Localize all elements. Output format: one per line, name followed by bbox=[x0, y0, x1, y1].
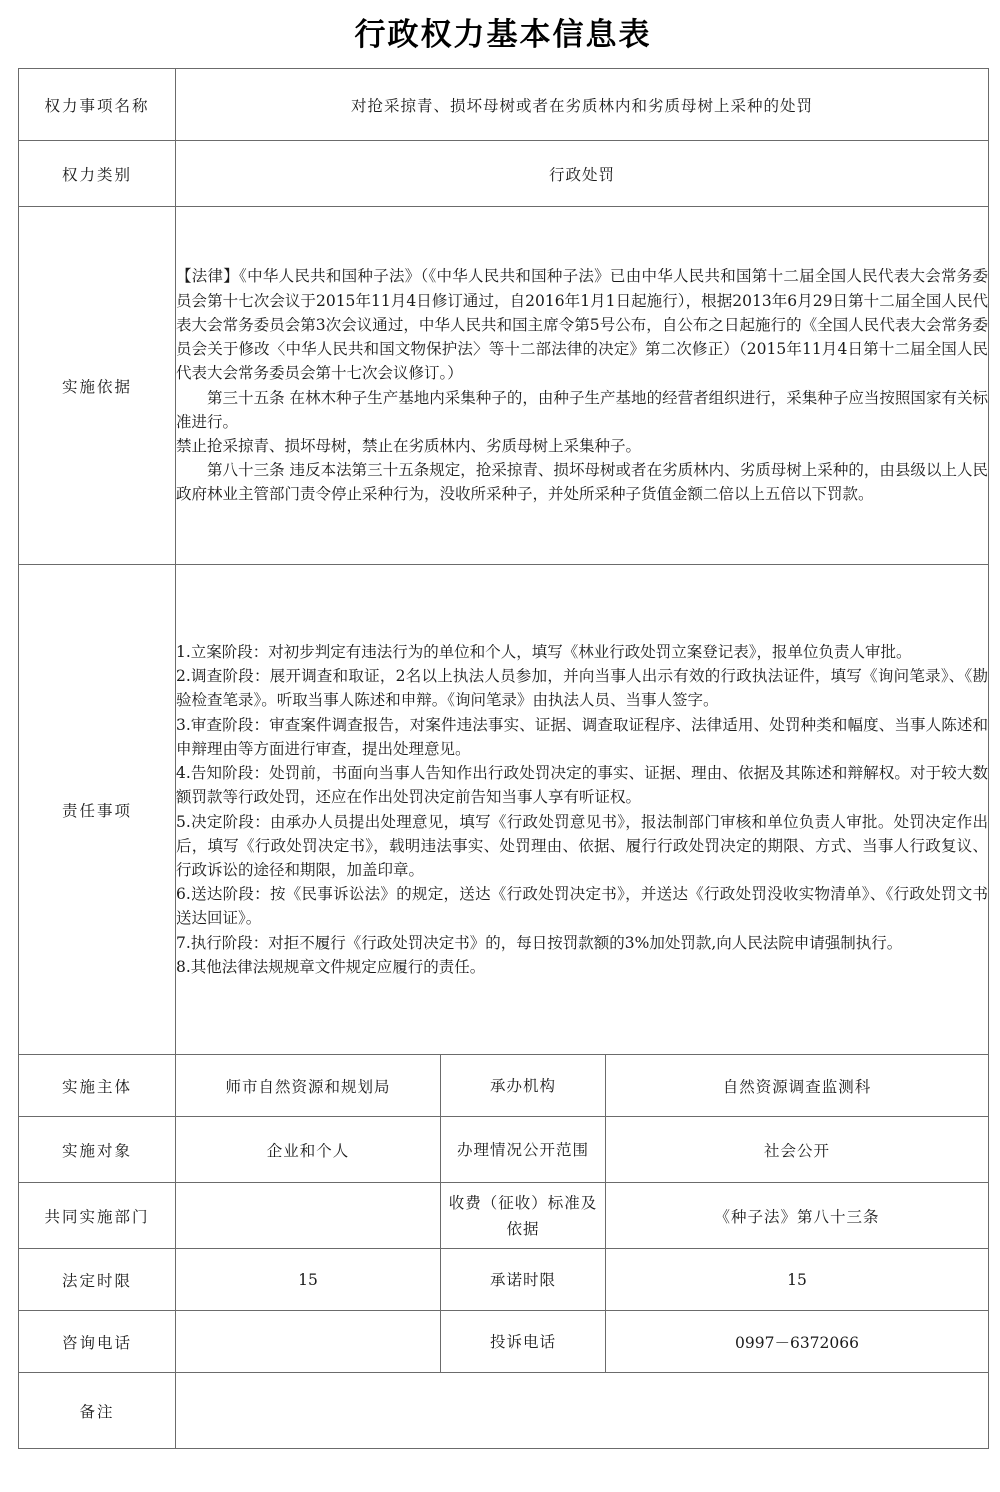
row-value-power-type: 行政处罚 bbox=[176, 141, 989, 207]
row-value-joint-department bbox=[176, 1183, 441, 1249]
row-label-legal-basis: 实施依据 bbox=[19, 207, 176, 565]
legal-basis-paragraph: 【法律】《中华人民共和国种子法》（《中华人民共和国种子法》已由中华人民共和国第十二届全国人民代表大会常务委员会第十七次会议于2015年11月4日修订通过，自2016年1月1日起施行），根据2013年6月29日第十二届全国人民代表大会常务委员会第3次会议通过，中华人民共和国主席令第5号公布，自公布之日起施行的《全国人民代表大会常务委员会关于修改〈中华人民共和国文物保护法〉等十二部法律的决定》第二次修正）（2015年11月4日第十二届全国人民代表大会常务委员会第十七次会议修订。） bbox=[176, 267, 989, 383]
administrative-power-info-table bbox=[18, 68, 989, 1449]
row-value-legal-basis bbox=[176, 207, 989, 565]
duty-item: 1.立案阶段：对初步判定有违法行为的单位和个人，填写《林业行政处罚立案登记表》，报单位负责人审批。 bbox=[176, 643, 912, 662]
row-label-consult-phone: 咨询电话 bbox=[19, 1311, 176, 1373]
row-value-subject: 师市自然资源和规划局 bbox=[176, 1055, 441, 1117]
table-row-subject bbox=[19, 1055, 989, 1117]
row-value-promised-limit: 15 bbox=[606, 1249, 989, 1311]
table-row-item-name bbox=[19, 69, 989, 141]
row-value-handling-org: 自然资源调查监测科 bbox=[606, 1055, 989, 1117]
row-value-fee-standard: 《种子法》第八十三条 bbox=[606, 1183, 989, 1249]
table-row-joint-department bbox=[19, 1183, 989, 1249]
row-label-duties: 责任事项 bbox=[19, 565, 176, 1055]
table-row-power-type bbox=[19, 141, 989, 207]
row-label-item-name: 权力事项名称 bbox=[19, 69, 176, 141]
duty-item: 7.执行阶段：对拒不履行《行政处罚决定书》的，每日按罚款额的3%加处罚款,向人民法院申请强制执行。 bbox=[176, 933, 903, 952]
row-label-complaint-phone: 投诉电话 bbox=[441, 1311, 606, 1373]
table-row-duties bbox=[19, 565, 989, 1055]
row-value-object: 企业和个人 bbox=[176, 1117, 441, 1183]
table-row-time-limit bbox=[19, 1249, 989, 1311]
page-title: 行政权力基本信息表 bbox=[354, 17, 652, 53]
row-label-fee-standard: 收费（征收）标准及依据 bbox=[441, 1183, 606, 1249]
row-label-joint-department: 共同实施部门 bbox=[19, 1183, 176, 1249]
row-label-promised-limit: 承诺时限 bbox=[441, 1249, 606, 1311]
row-label-subject: 实施主体 bbox=[19, 1055, 176, 1117]
legal-basis-paragraph: 第八十三条 违反本法第三十五条规定，抢采掠青、损坏母树或者在劣质林内、劣质母树上采种的，由县级以上人民政府林业主管部门责令停止采种行为，没收所采种子，并处所采种子货值金额二倍以上五倍以下罚款。 bbox=[176, 461, 989, 504]
row-label-handling-org: 承办机构 bbox=[441, 1055, 606, 1117]
row-value-disclosure-scope: 社会公开 bbox=[606, 1117, 989, 1183]
table-row-legal-basis bbox=[19, 207, 989, 565]
row-value-remark bbox=[176, 1373, 989, 1449]
row-value-consult-phone bbox=[176, 1311, 441, 1373]
row-label-disclosure-scope: 办理情况公开范围 bbox=[441, 1117, 606, 1183]
duty-item: 6.送达阶段：按《民事诉讼法》的规定，送达《行政处罚决定书》，并送达《行政处罚没收实物清单》、《行政处罚文书送达回证》。 bbox=[176, 885, 989, 928]
row-label-power-type: 权力类别 bbox=[19, 141, 176, 207]
row-value-item-name: 对抢采掠青、损坏母树或者在劣质林内和劣质母树上采种的处罚 bbox=[176, 69, 989, 141]
duty-item: 8.其他法律法规规章文件规定应履行的责任。 bbox=[176, 957, 486, 976]
row-value-duties bbox=[176, 565, 989, 1055]
row-label-remark: 备注 bbox=[19, 1373, 176, 1449]
duty-item: 2.调查阶段：展开调查和取证，2名以上执法人员参加，并向当事人出示有效的行政执法证件，填写《询问笔录》、《勘验检查笔录》。听取当事人陈述和申辩。《询问笔录》由执法人员、当事人签字。 bbox=[176, 667, 989, 710]
table-row-remark bbox=[19, 1373, 989, 1449]
row-value-statutory-limit: 15 bbox=[176, 1249, 441, 1311]
row-label-object: 实施对象 bbox=[19, 1117, 176, 1183]
row-label-statutory-limit: 法定时限 bbox=[19, 1249, 176, 1311]
duty-item: 4.告知阶段：处罚前，书面向当事人告知作出行政处罚决定的事实、证据、理由、依据及其陈述和辩解权。对于较大数额罚款等行政处罚，还应在作出处罚决定前告知当事人享有听证权。 bbox=[176, 764, 989, 807]
duty-item: 5.决定阶段：由承办人员提出处理意见，填写《行政处罚意见书》，报法制部门审核和单位负责人审批。处罚决定作出后，填写《行政处罚决定书》，载明违法事实、处罚理由、依据、履行行政处罚决定的期限、方式、当事人行政复议、行政诉讼的途径和期限，加盖印章。 bbox=[176, 812, 989, 879]
table-row-object bbox=[19, 1117, 989, 1183]
table-row-phone bbox=[19, 1311, 989, 1373]
legal-basis-paragraph: 第三十五条 在林木种子生产基地内采集种子的，由种子生产基地的经营者组织进行，采集种子应当按照国家有关标准进行。 bbox=[176, 388, 989, 431]
legal-basis-paragraph: 禁止抢采掠青、损坏母树，禁止在劣质林内、劣质母树上采集种子。 bbox=[176, 436, 642, 455]
row-value-complaint-phone: 0997－6372066 bbox=[606, 1311, 989, 1373]
duty-item: 3.审查阶段：审查案件调查报告，对案件违法事实、证据、调查取证程序、法律适用、处罚种类和幅度、当事人陈述和申辩理由等方面进行审查，提出处理意见。 bbox=[176, 715, 989, 758]
